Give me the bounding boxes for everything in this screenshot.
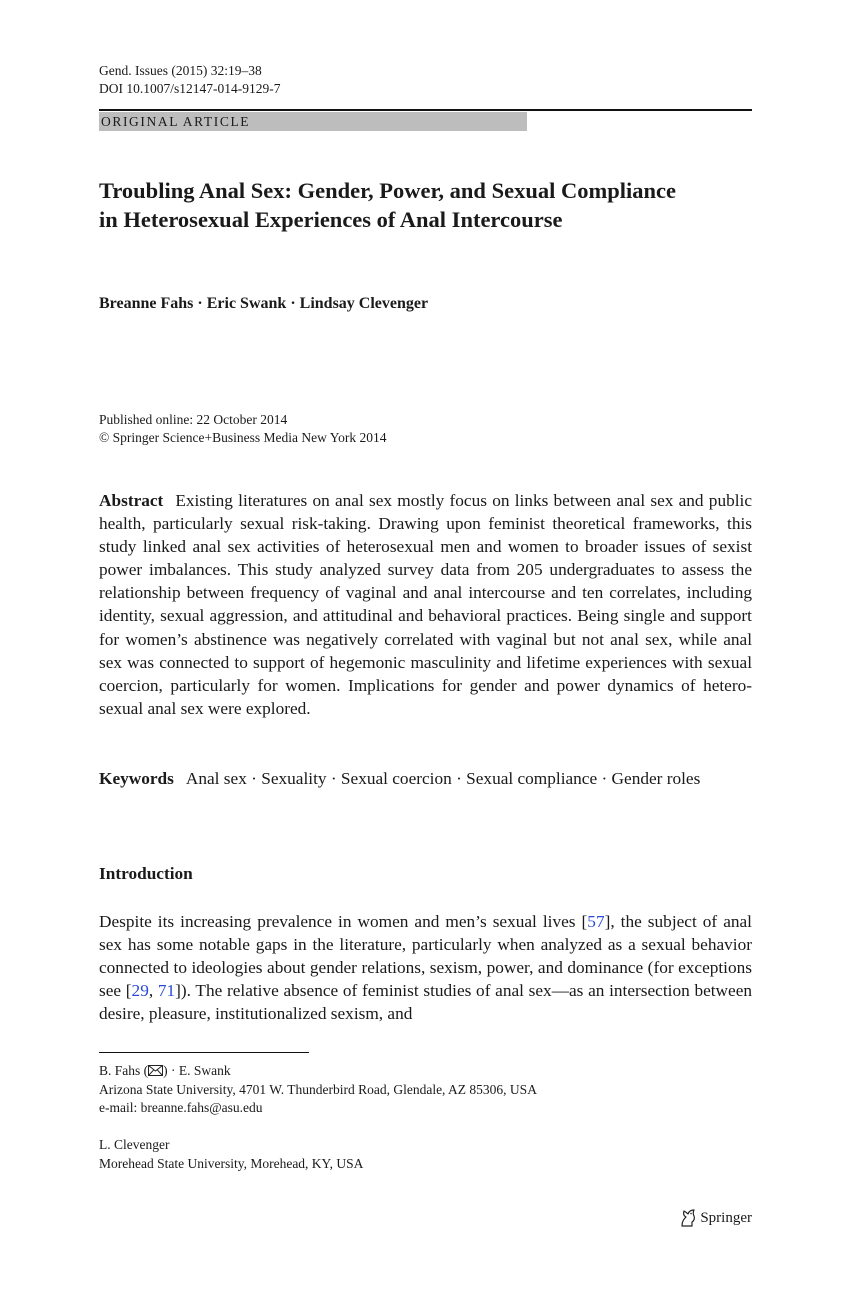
citation-link-29[interactable]: 29 [131,981,149,1001]
author-name: Eric Swank [206,295,287,312]
author-affiliation-1 [99,1062,537,1118]
publisher-name: Springer [700,1209,752,1226]
copyright-notice: © Springer Science+Business Media New York 2014 [99,430,387,445]
section-heading-introduction: Introduction [99,864,193,883]
article-title: Troubling Anal Sex: Gender, Power, and Sexual Compliance in Heterosexual Experiences of Anal Intercourse [99,178,676,232]
keywords-list: Anal sex · Sexuality · Sexual coercion · Sexual compliance · Gender roles [185,769,701,788]
introduction-paragraph [99,910,752,1025]
citation-separator: , [148,981,158,1001]
author-affiliation-2 [99,1136,363,1173]
author-name: Breanne Fahs [99,295,194,312]
author-email: e-mail: breanne.fahs@asu.edu [99,1100,263,1115]
citation-link-71[interactable]: 71 [157,981,176,1001]
affiliation-address: Morehead State University, Morehead, KY, USA [99,1155,364,1171]
affiliation-address: Arizona State University, 4701 W. Thunderbird Road, Glendale, AZ 85306, USA [99,1081,537,1097]
paragraph-text: ], the subject of anal sex has some notable gaps in the literature, particularly when analyzed as a sexual behavior connected to ideologies about gender relations, sexism, power, and dominance (for exceptions see [ [99,912,752,1001]
author-name-text: B. Fahs ( [99,1063,149,1078]
publisher-logo [679,1208,752,1228]
abstract [99,489,752,720]
keywords [99,767,752,790]
author-name-text: ) · E. Swank [163,1063,231,1078]
published-online-date: Published online: 22 October 2014 [99,412,288,427]
author-list [99,295,428,313]
footnote-rule [99,1052,309,1053]
springer-horse-icon [679,1208,697,1228]
abstract-label: Abstract [99,491,164,510]
citation-link-57[interactable]: 57 [587,912,605,931]
author-separator: · [290,295,296,312]
paragraph-text: Despite its increasing prevalence in women and men’s sexual lives [ [99,912,588,931]
article-type-banner: ORIGINAL ARTICLE [99,112,527,131]
doi: DOI 10.1007/s12147-014-9129-7 [99,81,281,96]
abstract-text: Existing literatures on anal sex mostly focus on links between anal sex and public health, particularly sexual risk-taking. Drawing upon feminist theoretical frameworks, this study linked anal sex activities of heterosexual men and women to broader issues of sexist power imbalances. This study analyzed survey data from 205 undergraduates to assess the relationship between frequency of vaginal and anal intercourse and ten correlates, including identity, sexual aggression, and attitudinal and behavioral practices. Being single and support for women’s abstinence was negatively correlated with vaginal but not anal sex, while anal sex was connected to support of hegemonic masculinity and lifetime experiences with sexual coercion, particularly for women. Implications for gender and power dynamics of hetero-sexual anal sex were explored. [99,491,752,718]
publication-info [99,411,386,447]
journal-header [99,62,281,98]
author-name: Lindsay Clevenger [299,295,429,312]
keywords-label: Keywords [99,769,174,788]
header-rule [99,109,752,111]
author-separator: · [197,295,203,312]
paragraph-text: ]). The relative absence of feminist studies of anal sex—as an intersection between desire, pleasure, institutionalized sexism, and [99,981,753,1024]
author-name-text: L. Clevenger [99,1137,170,1152]
envelope-icon [148,1065,163,1076]
corresponding-authors [99,1062,537,1081]
journal-citation: Gend. Issues (2015) 32:19–38 [99,63,262,78]
